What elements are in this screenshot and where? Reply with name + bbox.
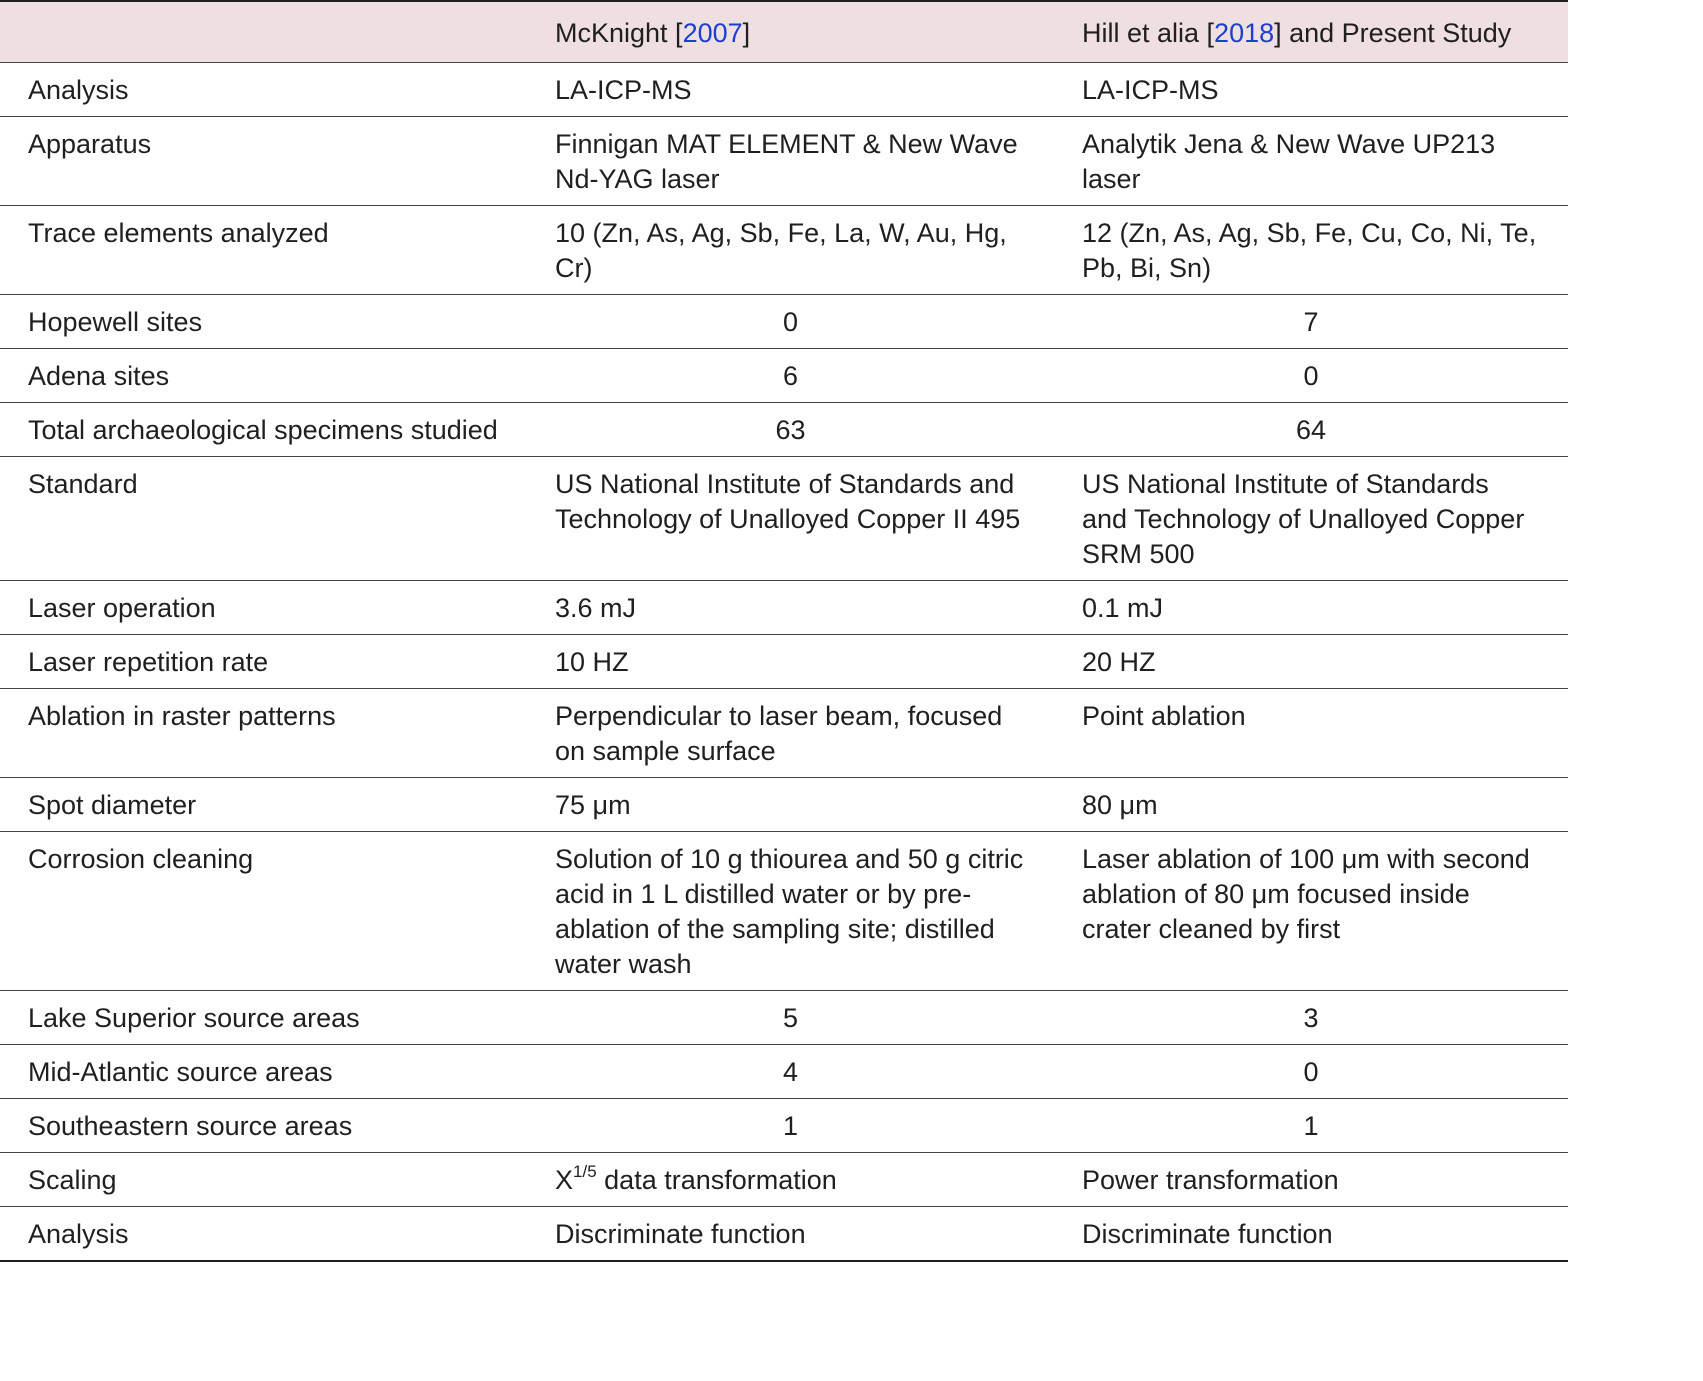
hill-present-value: 7 <box>1054 295 1568 349</box>
row-label: Ablation in raster patterns <box>0 689 527 778</box>
mcknight-value: Finnigan MAT ELEMENT & New Wave Nd-YAG laser <box>527 117 1054 206</box>
hill-present-value: 64 <box>1054 403 1568 457</box>
mcknight-value: 3.6 mJ <box>527 581 1054 635</box>
table-row <box>0 1207 1568 1262</box>
scaling-base: X <box>555 1165 574 1195</box>
row-label: Spot diameter <box>0 778 527 832</box>
table-row <box>0 1045 1568 1099</box>
row-label: Laser operation <box>0 581 527 635</box>
mcknight-value: Perpendicular to laser beam, focused on sample surface <box>527 689 1054 778</box>
header-mcknight-text-before: McKnight [ <box>555 18 683 48</box>
row-label: Adena sites <box>0 349 527 403</box>
mcknight-value: US National Institute of Standards and Technology of Unalloyed Copper II 495 <box>527 457 1054 581</box>
header-empty-cell <box>0 1 527 63</box>
table-row <box>0 63 1568 117</box>
header-mcknight <box>527 1 1054 63</box>
row-label: Scaling <box>0 1153 527 1207</box>
mcknight-value: 10 HZ <box>527 635 1054 689</box>
mcknight-value: 75 μm <box>527 778 1054 832</box>
table-row <box>0 832 1568 991</box>
mcknight-value: Solution of 10 g thiourea and 50 g citric acid in 1 L distilled water or by pre-ablation of the sampling site; distilled water wash <box>527 832 1054 991</box>
header-mcknight-text-after: ] <box>742 18 751 48</box>
table-row <box>0 778 1568 832</box>
mcknight-value: 10 (Zn, As, Ag, Sb, Fe, La, W, Au, Hg, Cr) <box>527 206 1054 295</box>
mcknight-value: 5 <box>527 991 1054 1045</box>
mcknight-value: 4 <box>527 1045 1054 1099</box>
hill-present-value: 12 (Zn, As, Ag, Sb, Fe, Cu, Co, Ni, Te, Pb, Bi, Sn) <box>1054 206 1568 295</box>
hill-present-value: Point ablation <box>1054 689 1568 778</box>
hill-present-value: 1 <box>1054 1099 1568 1153</box>
row-label: Mid-Atlantic source areas <box>0 1045 527 1099</box>
hill-present-value: Analytik Jena & New Wave UP213 laser <box>1054 117 1568 206</box>
row-label: Laser repetition rate <box>0 635 527 689</box>
row-label: Hopewell sites <box>0 295 527 349</box>
table-row <box>0 689 1568 778</box>
scaling-rest: data transformation <box>596 1165 837 1195</box>
mcknight-value <box>527 1153 1054 1207</box>
table-row <box>0 991 1568 1045</box>
row-label: Standard <box>0 457 527 581</box>
header-row <box>0 1 1568 63</box>
table-row <box>0 1099 1568 1153</box>
table-row <box>0 581 1568 635</box>
row-label: Southeastern source areas <box>0 1099 527 1153</box>
hill-present-value: 20 HZ <box>1054 635 1568 689</box>
header-hill-text-before: Hill et alia [ <box>1082 18 1215 48</box>
mcknight-value: 6 <box>527 349 1054 403</box>
mcknight-value: 0 <box>527 295 1054 349</box>
mcknight-value: LA-ICP-MS <box>527 63 1054 117</box>
row-label: Total archaeological specimens studied <box>0 403 527 457</box>
table-row <box>0 1153 1568 1207</box>
row-label: Corrosion cleaning <box>0 832 527 991</box>
table-row <box>0 295 1568 349</box>
hill-present-value: 0 <box>1054 349 1568 403</box>
hill-present-value: Laser ablation of 100 μm with second ablation of 80 μm focused inside crater cleaned by first <box>1054 832 1568 991</box>
table-row <box>0 206 1568 295</box>
table-header <box>0 1 1568 63</box>
hill-present-value: 3 <box>1054 991 1568 1045</box>
row-label: Lake Superior source areas <box>0 991 527 1045</box>
row-label: Trace elements analyzed <box>0 206 527 295</box>
table-row <box>0 457 1568 581</box>
mcknight-value: Discriminate function <box>527 1207 1054 1262</box>
table-body <box>0 63 1568 1262</box>
hill-present-value: US National Institute of Standards and Technology of Unalloyed Copper SRM 500 <box>1054 457 1568 581</box>
hill-present-value: LA-ICP-MS <box>1054 63 1568 117</box>
hill-present-value: 80 μm <box>1054 778 1568 832</box>
row-label: Analysis <box>0 63 527 117</box>
hill-present-value: 0.1 mJ <box>1054 581 1568 635</box>
citation-link-2007[interactable]: 2007 <box>682 18 743 48</box>
hill-present-value: Discriminate function <box>1054 1207 1568 1262</box>
hill-present-value: 0 <box>1054 1045 1568 1099</box>
header-hill-present-study <box>1054 1 1568 63</box>
mcknight-value: 63 <box>527 403 1054 457</box>
hill-present-value: Power transformation <box>1054 1153 1568 1207</box>
scaling-exponent: 1/5 <box>573 1162 597 1181</box>
row-label: Analysis <box>0 1207 527 1262</box>
header-hill-text-after: ] and Present Study <box>1274 18 1512 48</box>
table-row <box>0 635 1568 689</box>
row-label: Apparatus <box>0 117 527 206</box>
table-row <box>0 117 1568 206</box>
citation-link-2018[interactable]: 2018 <box>1214 18 1275 48</box>
table-row <box>0 403 1568 457</box>
mcknight-value: 1 <box>527 1099 1054 1153</box>
table-row <box>0 349 1568 403</box>
